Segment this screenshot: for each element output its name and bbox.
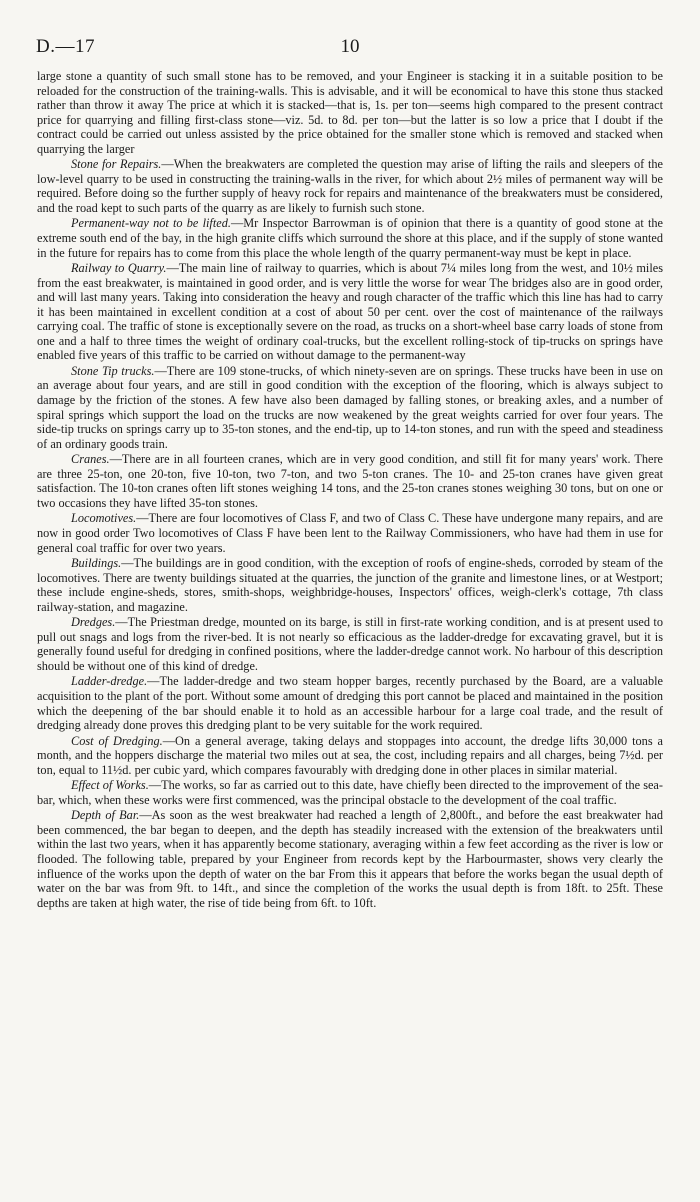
page-number: 10 [340,36,360,57]
paragraph [37,556,663,614]
page-header [36,36,664,60]
document-reference: D.—17 [36,36,95,57]
paragraph-text: —On a general average, taking delays and stoppages into account, the dredge lifts 30,000 tons a month, and the hoppers discharge the material two miles out at sea, the cost, including repairs and all charges, being 7½d. per ton, equal to 11½d. per cubic yard, which compares favourably with dredging done in other places in similar material. [37,733,663,777]
paragraph [37,778,663,807]
paragraph [37,511,663,555]
paragraph-heading: Permanent-way not to be lifted. [71,216,231,231]
paragraph-heading: Stone for Repairs. [71,157,162,172]
paragraph-heading: Dredges. [71,615,116,630]
paragraph-text: —There are four locomotives of Class F, and two of Class C. These have undergone many repairs, and are now in good order Two locomotives of Class F have been lent to the Railway Commissioners, who have had them in use for general coal traffic for over two years. [37,511,663,555]
paragraph-text: —When the breakwaters are completed the question may arise of lifting the rails and sleepers of the low-level quarry to be used in constructing the training-walls in the river, for which about 2½ miles of permanent way will be required. Before doing so the further supply of heavy rock for repairs and maintenance of the breakwaters must be considered, and the road kept to such parts of the quarry as are likely to furnish such stone. [37,157,663,215]
paragraph-heading: Stone Tip trucks. [71,363,155,378]
paragraph-text: —The works, so far as carried out to this date, have chiefly been directed to the improvement of the sea-bar, which, when these works were first commenced, was the principal obstacle to the development of the coal traffic. [37,778,663,807]
paragraph-text: —The Priestman dredge, mounted on its barge, is still in first-rate working condition, and is at present used to pull out snags and logs from the river-bed. It is not nearly so efficacious as the ladder-dredge for excavating gravel, but it is generally found useful for dredging in confined positions, where the ladder-dredge cannot work. No harbour of this description should be without one of this kind of dredge. [37,615,663,673]
paragraph [37,615,663,673]
paragraph-heading: Effect of Works. [71,778,149,793]
body-text [37,69,663,911]
paragraph [37,808,663,910]
paragraph [37,69,663,156]
paragraph [37,734,663,778]
paragraph [37,452,663,510]
paragraph-text: —As soon as the west breakwater had reached a length of 2,800ft., and before the east breakwater had been commenced, the bar began to deepen, and the depth has steadily increased with the extension of the breakwaters until within the last two years, when it has apparently become stationary, averaging within a few feet according as the river is low or flooded. The following table, prepared by your Engineer from records kept by the Harbourmaster, shows very clearly the influence of the works upon the depth of water on the bar From this it appears that before the works began the usual depth of water on the bar was from 9ft. to 14ft., and since the completion of the works the usual depth is from 18ft. to 25ft. These depths are taken at high water, the rise of tide being from 6ft. to 10ft. [37,808,664,910]
paragraph [37,216,663,260]
paragraph [37,364,663,451]
paragraph-text: —The buildings are in good condition, with the exception of roofs of engine-sheds, corroded by steam of the locomotives. There are twenty buildings situated at the quarries, the junction of the granite and limestone lines, or at Westport; these include engine-sheds, stores, smith-shops, weighbridge-houses, Inspectors' offices, weigh-clerk's cottage, 7th class railway-station, and magazine. [37,556,663,614]
paragraph-text: —The ladder-dredge and two steam hopper barges, recently purchased by the Board, are a valuable acquisition to the plant of the port. Without some amount of dredging this port cannot be placed and maintained in the position which the deepening of the bar should enable it to hold as an accessible harbour for a large coal trade, and the result of dredging already done proves this dredging plant to be very suitable for the work required. [37,674,663,733]
paragraph-text: —There are 109 stone-trucks, of which ninety-seven are on springs. These trucks have been in use on an average about four years, and are still in good condition with the exception of the flooring, which is always subject to damage by the friction of the stones. A few have also been damaged by falling stones, or breaking axles, and a number of spiral springs which support the load on the trucks are now weakened by the great weights carried for over four years. The side-tip trucks on springs carry up to 35-ton stones, and the end-tip, up to 14-ton stones, and run with the speed and steadiness of an ordinary goods train. [37,363,663,451]
paragraph-heading: Buildings. [71,556,122,571]
paragraph [37,157,663,215]
paragraph-heading: Depth of Bar. [71,808,140,823]
paragraph-text: —Mr Inspector Barrowman is of opinion that there is a quantity of good stone at the extreme south end of the bay, in the high granite cliffs which surround the shore at this place, and if the supply of stone wanted in the future for repairs has to come from this place the whole length of the quarry permanent-way must be kept in place. [37,216,663,260]
paragraph [37,261,663,363]
paragraph [37,674,663,732]
paragraph-heading: Cranes. [71,452,110,467]
paragraph-heading: Cost of Dredging. [71,733,163,748]
paragraph-text: large stone a quantity of such small stone has to be removed, and your Engineer is stacking it in a suitable position to be reloaded for the construction of the training-walls. This is advisable, and it will be economical to have this stone thus stacked rather than throw it away The price at which it is stacked—that is, 1s. per ton—seems high compared to the present contract price for quarrying and filling first-class stone—viz. 5d. to 8d. per ton—but the latter is so low a price that I doubt if the contract could be carried out unless assisted by the price obtained for the smaller stone which is removed and stacked when quarrying the larger [37,69,663,156]
paragraph-heading: Locomotives. [71,511,137,526]
paragraph-heading: Ladder-dredge. [71,674,148,689]
paragraph-text: —The main line of railway to quarries, which is about 7¼ miles long from the west, and 10½ miles from the east breakwater, is maintained in good order, and is very little the worse for wear The bridges also are in good order, and will last many years. Taking into consideration the heavy and rough character of the traffic which this line has had to carry it has been maintained in excellent condition at a cost of about 50 per cent. over the cost of maintenance of the railways carrying coal. The traffic of stone is exceptionally severe on the road, as trucks on a short-wheel base carry loads of stone from one and a half to three times the weight of ordinary coal-trucks, but the excellent rolling-stock of tip-trucks on springs have enabled five years of this traffic to be carried on without damage to the permanent-way [37,261,663,363]
paragraph-heading: Railway to Quarry. [71,261,167,276]
paragraph-text: —There are in all fourteen cranes, which are in very good condition, and still fit for many years' work. There are three 25-ton, one 20-ton, five 10-ton, two 7-ton, and two 5-ton cranes. The 10- and 25-ton cranes have given great satisfaction. The 10-ton cranes often lift stones weighing 14 tons, and the 25-ton cranes stones weighing 30 tons, but on one or two occasions they have lifted 35-ton stones. [37,452,663,510]
